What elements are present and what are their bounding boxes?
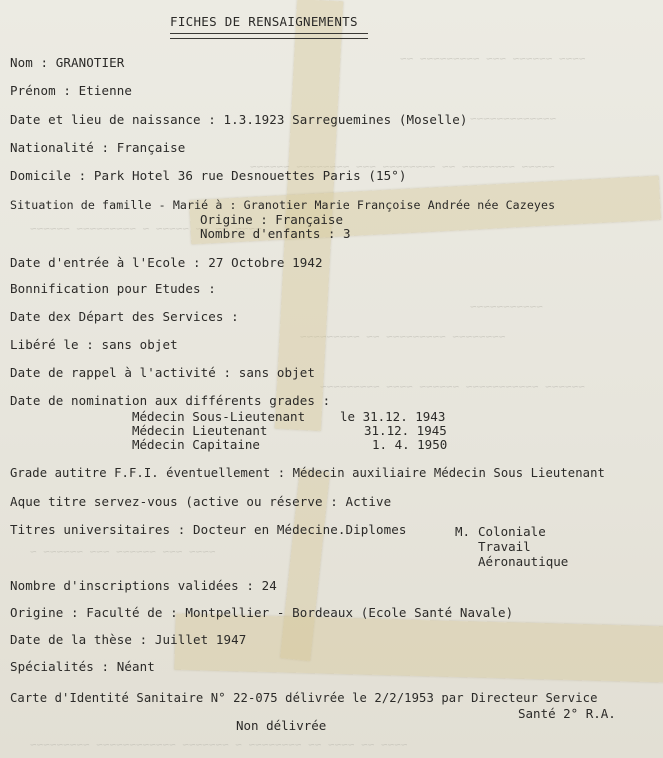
field-these: Date de la thèse : Juillet 1947 [10,632,247,647]
field-bonification: Bonnification pour Etudes : [10,281,216,296]
field-non-delivree: Non délivrée [236,718,327,733]
field-enfants: Nombre d'enfants : 3 [200,226,351,241]
field-titre-service: Aque titre servez-vous (active ou réserve : Active [10,494,392,509]
bleed-through-text: ~~~~~ ~~~~~~~~ ~~ ~~~~~~~~ ~~~ ~~~~~~~~ ~~~~~~ [250,160,555,173]
field-nationalite: Nationalité : Française [10,140,186,155]
field-nomination: Date de nomination aux différents grades : [10,393,331,408]
field-nom: Nom : GRANOTIER [10,55,125,70]
bleed-through-text: ~~~~ ~~~ ~~~~~~ ~~~ ~~~~~~ ~ [30,545,216,558]
field-carte: Carte d'Identité Sanitaire N° 22-075 délivrée le 2/2/1953 par Directeur Service [10,691,598,705]
grade-name: Médecin Capitaine [132,437,260,452]
field-origine: Origine : Faculté de : Montpellier - Bordeaux (Ecole Santé Navale) [10,605,514,620]
bleed-through-text: ~~~~ ~~ ~~ ~~~~~ ~ ~~~~~~~~~ ~~~~~~ [30,222,262,235]
field-libere: Libéré le : sans objet [10,337,178,352]
diplome-item: Aéronautique [478,554,569,569]
field-origine-epouse: Origine : Française [200,212,343,227]
diplome-item: Travail [478,539,531,554]
grades-list [132,409,472,455]
bleed-through-text: ~~~~ ~~ ~~~~ ~~ ~~~~~~~~ ~ ~~~~~~~ ~~~~~~~~~~~~ ~~~~~~~~~ [30,738,408,751]
field-depart: Date dex Départ des Services : [10,309,239,324]
bleed-through-text: ~~~~~~~~~~~~~ [470,112,557,125]
diplome-prefix: M. [455,524,471,539]
field-carte-suite: Santé 2° R.A. [518,706,616,721]
field-rappel: Date de rappel à l'activité : sans objet [10,365,316,380]
grade-date: 31.12. 1945 [364,423,447,438]
field-domicile: Domicile : Park Hotel 36 rue Desnouettes Paris (15°) [10,168,407,183]
grade-name: Médecin Sous-Lieutenant [132,409,306,424]
bleed-through-text: ~~~~~~ ~~~~~~~~~~~ ~~~~~~ ~~~~ ~~~~~~~~~ [320,380,585,393]
title-underline [170,33,368,34]
field-grade-ffi: Grade autitre F.F.I. éventuellement : Médecin auxiliaire Médecin Sous Lieutenant [10,466,605,480]
tape-strip [174,614,663,683]
field-titres-universitaires: Titres universitaires : Docteur en Médecine.Diplomes [10,522,407,537]
title-underline [170,38,368,39]
diplome-item: Coloniale [478,524,546,539]
grade-date: le 31.12. 1943 [340,409,446,424]
grade-name: Médecin Lieutenant [132,423,268,438]
field-inscriptions: Nombre d'inscriptions validées : 24 [10,578,277,593]
bleed-through-text: ~~~~ ~~~~~~ ~~~ ~~~~~~~~~ ~~ [400,52,586,65]
document-title: FICHES DE RENSAIGNEMENTS [170,14,358,29]
grade-date: 1. 4. 1950 [372,437,448,452]
field-entree: Date d'entrée à l'Ecole : 27 Octobre 1942 [10,255,323,270]
field-prenom: Prénom : Etienne [10,83,133,98]
bleed-through-text: ~~~~~~~~ ~~~~~~~~~ ~~ ~~~~~~~~~ [300,330,506,343]
field-situation: Situation de famille - Marié à : Granotier Marie Françoise Andrée née Cazeyes [10,198,556,212]
field-specialites: Spécialités : Néant [10,659,155,674]
field-naissance: Date et lieu de naissance : 1.3.1923 Sarreguemines (Moselle) [10,112,468,127]
bleed-through-text: ~~~~~~~~~~~ [470,300,543,313]
